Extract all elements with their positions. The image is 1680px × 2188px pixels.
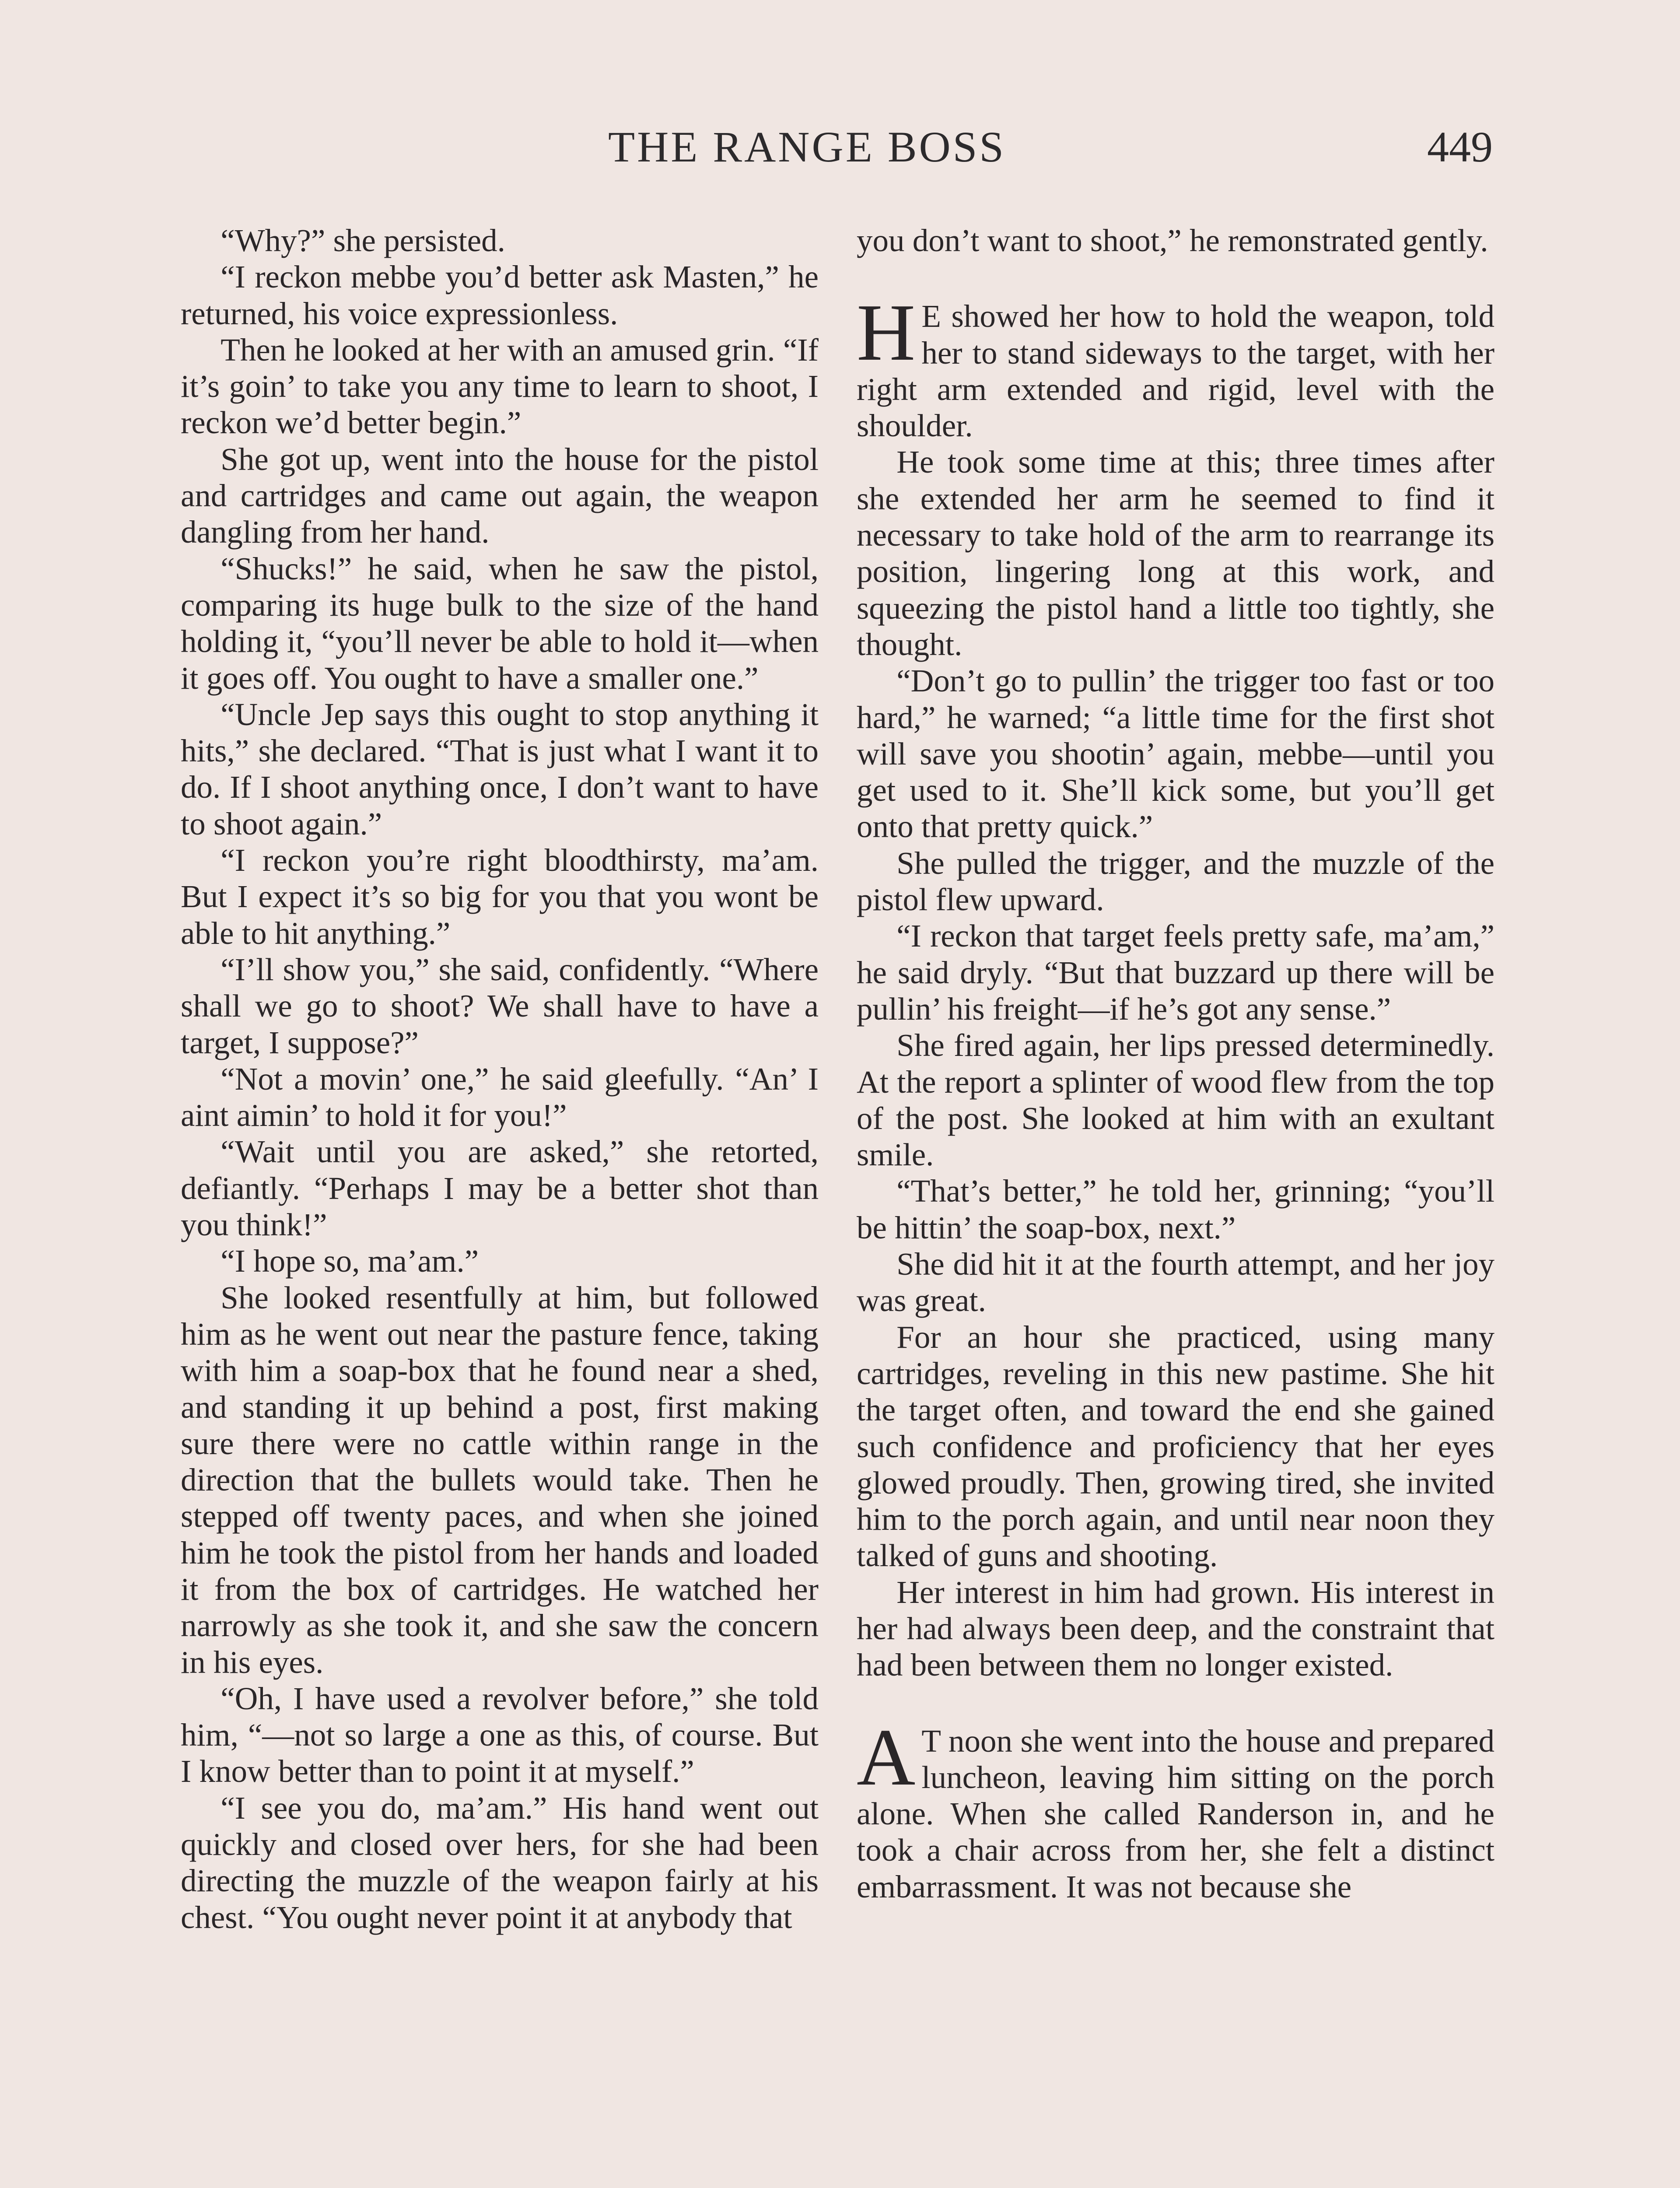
paragraph: “Wait until you are asked,” she retorted, defiantly. “Perhaps I may be a better shot than you think!” <box>181 1134 819 1243</box>
right-column <box>857 222 1494 1905</box>
paragraph: “That’s better,” he told her, grinning; “you’ll be hittin’ the soap-box, next.” <box>857 1173 1494 1245</box>
section-break <box>857 259 1494 298</box>
paragraph: “Shucks!” he said, when he saw the pistol, comparing its huge bulk to the size of the hand holding it, “you’ll never be able to hold it—when it goes off. You ought to have a smaller one.” <box>181 551 819 696</box>
paragraph: He took some time at this; three times after she extended her arm he seemed to find it necessary to take hold of the arm to rearrange its position, lingering long at this work, and squeezing the pistol hand a little too tightly, she thought. <box>857 444 1494 662</box>
paragraph: “I reckon you’re right bloodthirsty, ma’am. But I expect it’s so big for you that you wont be able to hit anything.” <box>181 842 819 951</box>
left-column <box>181 222 819 1936</box>
section-lead-text: E showed her how to hold the weapon, told her to stand sideways to the target, with her right arm extended and rigid, level with the shoulder. <box>857 298 1494 444</box>
paragraph: Then he looked at her with an amused grin. “If it’s goin’ to take you any time to learn to shoot, I reckon we’d better begin.” <box>181 332 819 441</box>
paragraph: She looked resentfully at him, but followed him as he went out near the pasture fence, taking with him a soap-box that he found near a shed, and standing it up behind a post, first making sure there were no cattle within range in the direction that the bullets would take. Then he stepped off twenty paces, and when she joined him he took the pistol from her hands and loaded it from the box of cartridges. He watched her narrowly as she took it, and she saw the concern in his eyes. <box>181 1280 819 1680</box>
page-number: 449 <box>1427 123 1493 171</box>
paragraph: “Uncle Jep says this ought to stop anything it hits,” she declared. “That is just what I want it to do. If I shoot anything once, I don’t want to have to shoot again.” <box>181 696 819 842</box>
paragraph: “I reckon that target feels pretty safe, ma’am,” he said dryly. “But that buzzard up there will be pullin’ his freight—if he’s got any sense.” <box>857 918 1494 1027</box>
paragraph: Her interest in him had grown. His interest in her had always been deep, and the constraint that had been between them no longer existed. <box>857 1574 1494 1683</box>
paragraph: For an hour she practiced, using many cartridges, reveling in this new pastime. She hit the target often, and toward the end she gained such confidence and proficiency that her eyes glowed proudly. Then, growing tired, she invited him to the porch again, and until near noon they talked of guns and shooting. <box>857 1319 1494 1574</box>
paragraph: “Why?” she persisted. <box>220 223 505 258</box>
section-lead-text: T noon she went into the house and prepared luncheon, leaving him sitting on the porch alone. When she called Randerson in, and he took a chair across from her, she felt a distinct embarrassment. It was not because she <box>857 1723 1494 1904</box>
paragraph: She did hit it at the fourth attempt, and her joy was great. <box>857 1246 1494 1318</box>
paragraph: “I see you do, ma’am.” His hand went out quickly and closed over hers, for she had been directing the muzzle of the weapon fairly at his chest. “You ought never point it at anybody that <box>181 1790 819 1935</box>
continuation-paragraph: you don’t want to shoot,” he remonstrated gently. <box>857 223 1488 258</box>
paragraph: She got up, went into the house for the pistol and cartridges and came out again, the weapon dangling from her hand. <box>181 441 819 550</box>
section-break <box>857 1683 1494 1723</box>
running-title: THE RANGE BOSS <box>608 123 1006 171</box>
paragraph: She fired again, her lips pressed determinedly. At the report a splinter of wood flew from the top of the post. She looked at him with an exultant smile. <box>857 1027 1494 1173</box>
section-lead-paragraph <box>857 1712 1494 1905</box>
paragraph: “I’ll show you,” she said, confidently. “Where shall we go to shoot? We shall have to have a target, I suppose?” <box>181 951 819 1060</box>
section-lead-paragraph <box>857 288 1494 444</box>
paragraph: “Oh, I have used a revolver before,” she told him, “—not so large a one as this, of course. But I know better than to point it at myself.” <box>181 1680 819 1789</box>
drop-cap: H <box>857 288 916 378</box>
drop-cap: A <box>857 1712 916 1802</box>
paragraph: She pulled the trigger, and the muzzle of the pistol flew upward. <box>857 845 1494 918</box>
paragraph: “I hope so, ma’am.” <box>220 1243 479 1279</box>
paragraph: “Don’t go to pullin’ the trigger too fast or too hard,” he warned; “a little time for the first shot will save you shootin’ again, mebbe—until you get used to it. She’ll kick some, but you’ll get onto that pretty quick.” <box>857 663 1494 845</box>
paragraph: “Not a movin’ one,” he said gleefully. “An’ I aint aimin’ to hold it for you!” <box>181 1061 819 1133</box>
paragraph: “I reckon mebbe you’d better ask Masten,” he returned, his voice expressionless. <box>181 259 819 331</box>
